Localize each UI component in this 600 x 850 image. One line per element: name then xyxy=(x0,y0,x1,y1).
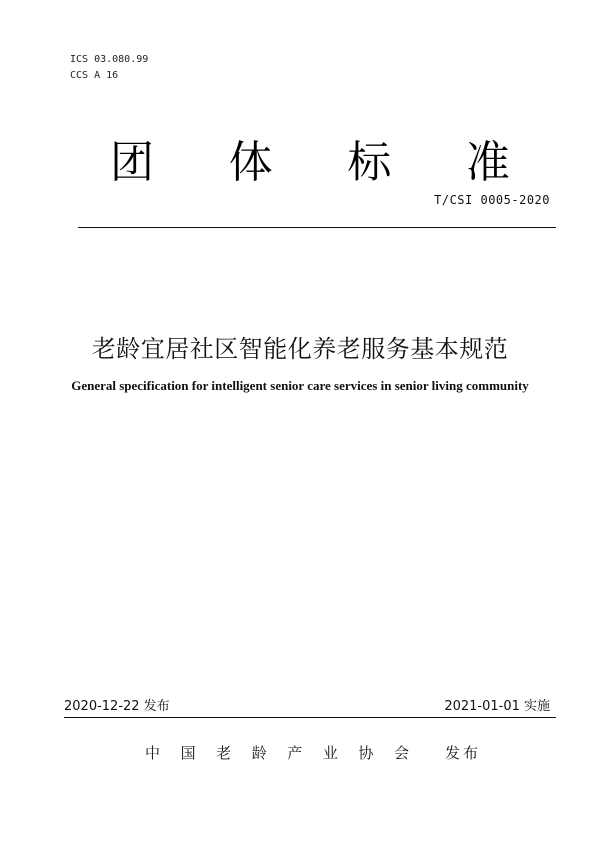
org-char: 会 xyxy=(393,744,409,762)
classification-codes xyxy=(70,52,148,84)
title-char: 标 xyxy=(347,137,392,188)
org-char: 老 xyxy=(216,744,232,762)
implementation-date: 2021-01-01 实施 xyxy=(444,699,550,714)
document-type-title xyxy=(110,128,510,188)
title-char: 准 xyxy=(465,137,510,188)
title-char: 团 xyxy=(110,137,154,188)
org-char: 国 xyxy=(180,744,196,762)
ccs-code: CCS A 16 xyxy=(70,70,119,81)
org-char: 龄 xyxy=(251,744,267,762)
org-char: 产 xyxy=(287,744,303,762)
issue-date: 2020-12-22 发布 xyxy=(64,699,170,714)
chinese-title: 老龄宜居社区智能化养老服务基本规范 xyxy=(91,335,509,363)
title-char: 体 xyxy=(228,137,273,188)
top-divider xyxy=(78,227,556,228)
publish-label: 发布 xyxy=(445,744,482,762)
bottom-divider xyxy=(64,717,556,718)
org-char: 业 xyxy=(322,744,338,762)
english-title: General specification for intelligent senior care services in senior living community xyxy=(71,378,529,393)
ics-code: ICS 03.080.99 xyxy=(70,54,149,65)
publisher-line xyxy=(145,742,481,763)
org-char: 中 xyxy=(145,744,161,762)
org-char: 协 xyxy=(358,744,374,762)
publisher-organization xyxy=(145,742,409,763)
standard-number: T/CSI 0005-2020 xyxy=(434,193,550,207)
